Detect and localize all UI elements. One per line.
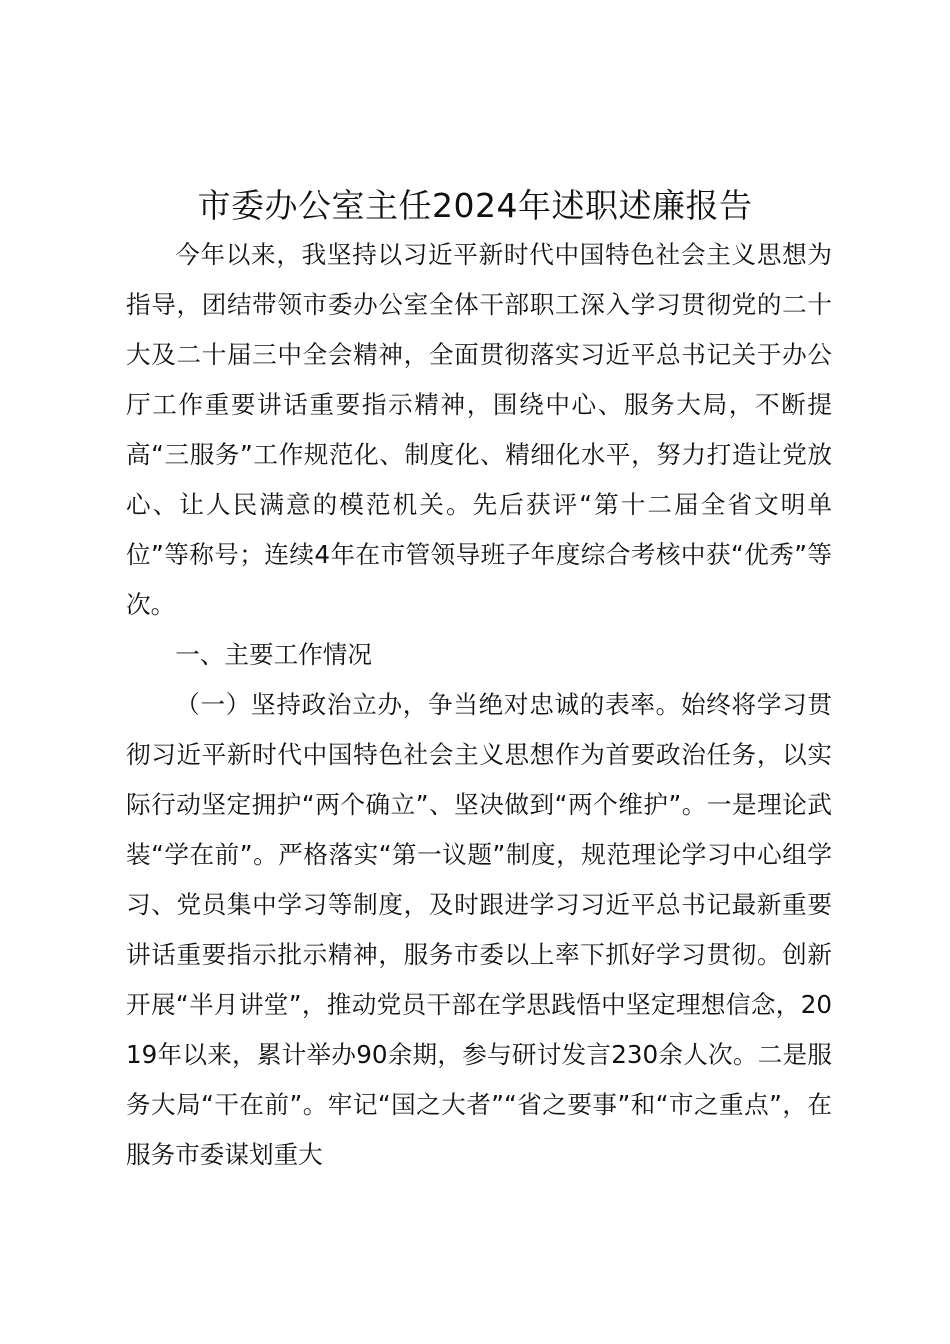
section-heading-main-work: 一、主要工作情况 (175, 640, 372, 669)
paragraph-intro: 今年以来，我坚持以习近平新时代中国特色社会主义思想为指导，团结带领市委办公室全体干部职工深入学习贯彻党的二十大及二十届三中全会精神，全面贯彻落实习近平总书记关于办公厅工作重要讲话重要指示精神，围绕中心、服务大局，不断提高“三服务”工作规范化、制度化、精细化水平，努力打造让党放心、让人民满意的模范机关。先后获评“第十二届全省文明单位”等称号；连续4年在市管领导班子年度综合考核中获“优秀”等次。 (126, 240, 832, 619)
document-body (126, 230, 832, 1180)
document-title: 市委办公室主任2024年述职述廉报告 (197, 186, 753, 225)
paragraph-political: （一）坚持政治立办，争当绝对忠诚的表率。始终将学习贯彻习近平新时代中国特色社会主义思想作为首要政治任务，以实际行动坚定拥护“两个确立”、坚决做到“两个维护”。一是理论武装“学在前”。严格落实“第一议题”制度，规范理论学习中心组学习、党员集中学习等制度，及时跟进学习习近平总书记最新重要讲话重要指示批示精神，服务市委以上率下抓好学习贯彻。创新开展“半月讲堂”，推动党员干部在学思践悟中坚定理想信念，2019年以来，累计举办90余期，参与研讨发言230余人次。二是服务大局“干在前”。牢记“国之大者”“省之要事”和“市之重点”，在服务市委谋划重大 (126, 690, 832, 1169)
